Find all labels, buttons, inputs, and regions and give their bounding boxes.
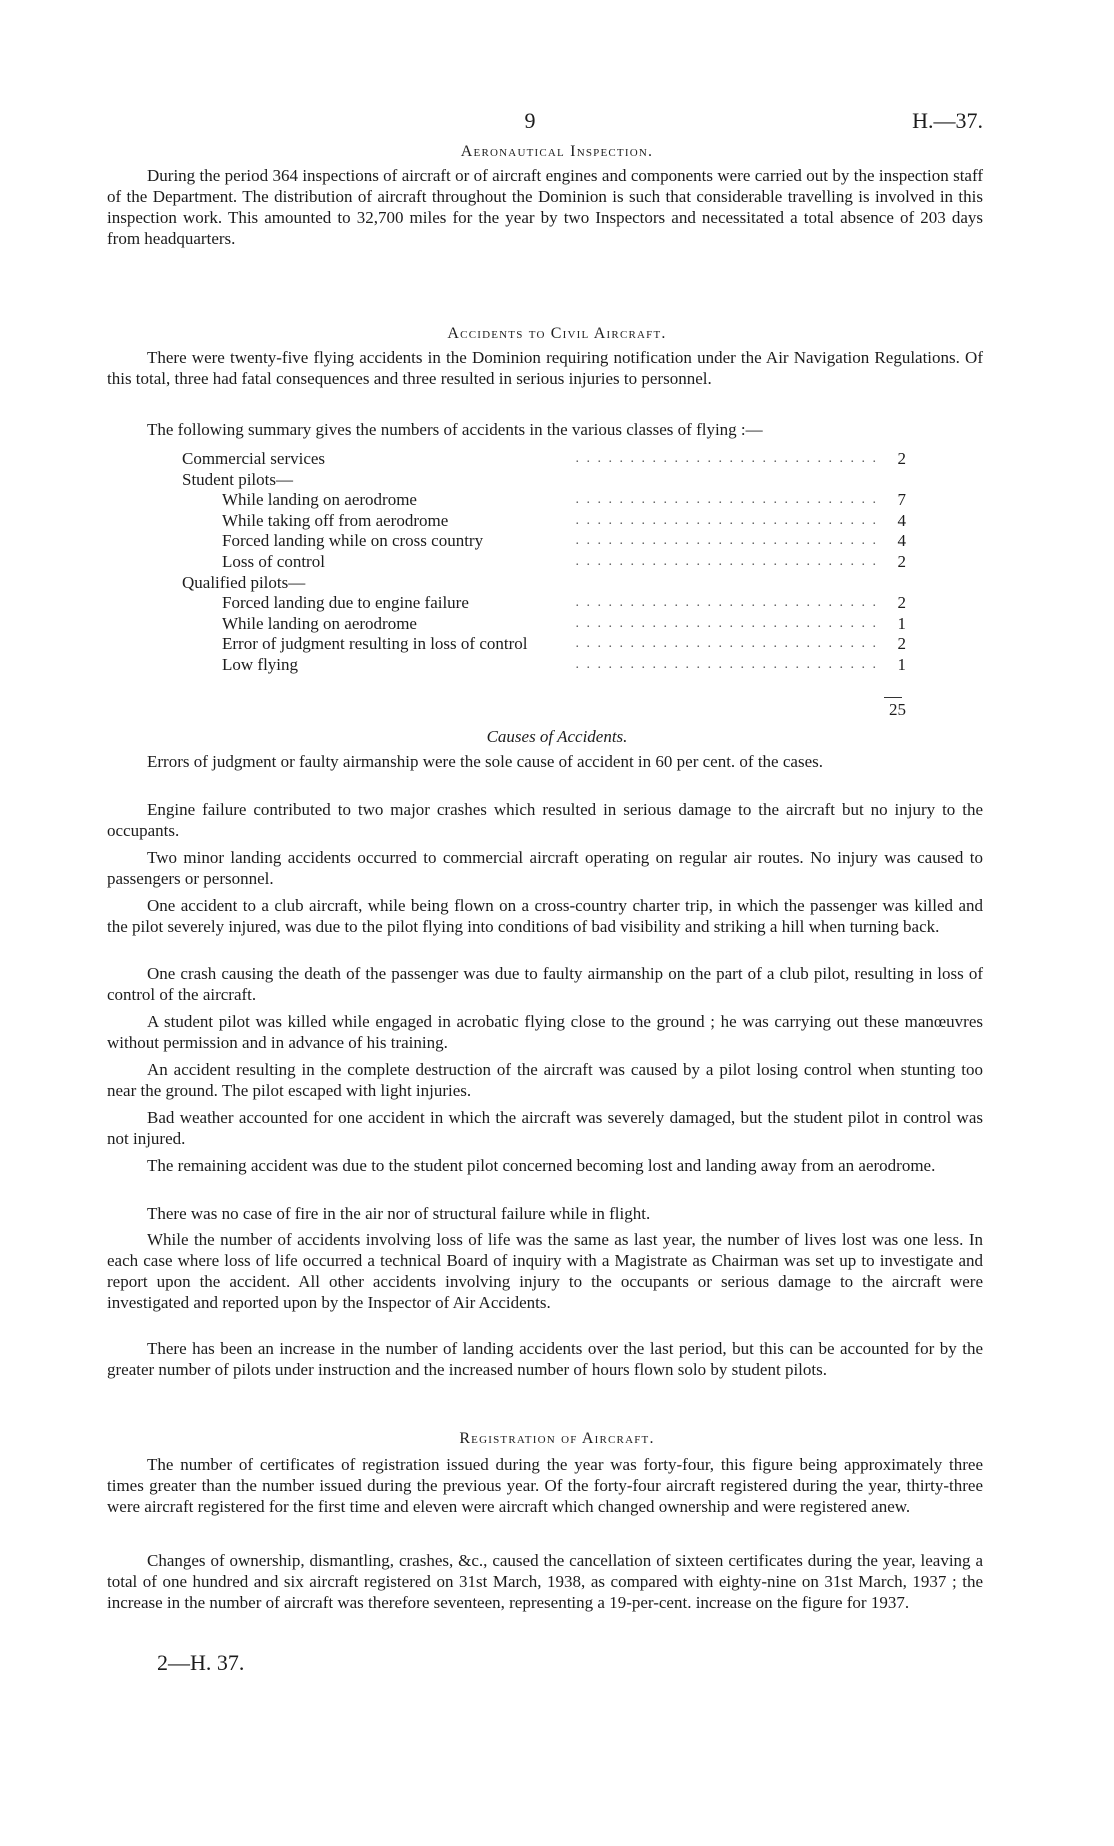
summary-row bbox=[182, 552, 906, 573]
section-heading-inspection: Aeronautical Inspection. bbox=[460, 143, 654, 160]
document-reference: H.—37. bbox=[912, 108, 983, 133]
registration-paragraph: Changes of ownership, dismantling, crashes, &c., caused the cancellation of sixteen certificates during the year, leaving a total of one hundred and six aircraft registered on 31st March, 1938, as compared with eighty-nine on 31st March, 1937 ; the increase in the number of aircraft was therefore seventeen, representing a 19-per-cent. increase on the figure for 1937. bbox=[107, 1551, 983, 1612]
qualified-pilots-heading: Qualified pilots— bbox=[182, 572, 306, 592]
summary-row-value: 1 bbox=[897, 654, 906, 674]
cause-paragraph: While the number of accidents involving loss of life was the same as last year, the number of lives lost was one less. In each case where loss of life occurred a technical Board of inquiry with a Magistrate as Chairman was set up to investigate and report upon the accident. All other accidents involving injury to the occupants or serious damage to the aircraft were investigated and reported upon by the Inspector of Air Accidents. bbox=[107, 1230, 983, 1312]
dot-leader: . . . . . . . . . . . . . . . . . . . . . . . . . . . . bbox=[575, 595, 878, 611]
summary-row-label: Commercial services bbox=[182, 449, 329, 468]
total-rule bbox=[884, 697, 902, 698]
dot-leader: . . . . . . . . . . . . . . . . . . . . . . . . . . . . bbox=[575, 512, 878, 528]
summary-row-value: 2 bbox=[897, 634, 906, 654]
dot-leader: . . . . . . . . . . . . . . . . . . . . . . . . . . . . bbox=[575, 451, 878, 466]
summary-group-heading bbox=[182, 573, 906, 594]
summary-total: 25 bbox=[889, 700, 906, 719]
student-pilots-heading: Student pilots— bbox=[182, 469, 293, 489]
summary-row-value: 4 bbox=[897, 531, 906, 551]
summary-row-value: 7 bbox=[897, 490, 906, 510]
summary-row-label: Error of judgment resulting in loss of control bbox=[222, 634, 531, 653]
cause-paragraph: One crash causing the death of the passenger was due to faulty airmanship on the part of a club pilot, resulting in loss of control of the aircraft. bbox=[107, 964, 983, 1004]
dot-leader: . . . . . . . . . . . . . . . . . . . . . . . . . . . . bbox=[575, 656, 878, 672]
summary-row bbox=[182, 449, 906, 470]
summary-row-label: Forced landing due to engine failure bbox=[222, 593, 473, 612]
summary-row-label: Loss of control bbox=[222, 552, 329, 571]
summary-row bbox=[182, 593, 906, 614]
cause-paragraph: Bad weather accounted for one accident in which the aircraft was severely damaged, but the student pilot in control was not injured. bbox=[107, 1108, 983, 1148]
cause-paragraph: Engine failure contributed to two major crashes which resulted in serious damage to the aircraft but no injury to the occupants. bbox=[107, 800, 983, 840]
summary-row bbox=[182, 634, 906, 655]
summary-row-value: 2 bbox=[897, 551, 906, 571]
summary-row bbox=[182, 531, 906, 552]
summary-row-label: While landing on aerodrome bbox=[222, 490, 421, 509]
cause-paragraph: An accident resulting in the complete destruction of the aircraft was caused by a pilot losing control when stunting too near the ground. The pilot escaped with light injuries. bbox=[107, 1060, 983, 1100]
summary-row-label: While taking off from aerodrome bbox=[222, 511, 452, 530]
accidents-intro-paragraph: There were twenty-five flying accidents in the Dominion requiring notification under the Air Navigation Regulations. Of this total, three had fatal consequences and three resulted in serious injuries to personnel. bbox=[107, 348, 983, 388]
cause-paragraph: There has been an increase in the number of landing accidents over the last period, but this can be accounted for by the greater number of pilots under instruction and the increased number of hours flown solo by student pilots. bbox=[107, 1339, 983, 1379]
accident-summary-table bbox=[182, 449, 906, 676]
summary-row-value: 2 bbox=[897, 593, 906, 613]
cause-paragraph: The remaining accident was due to the student pilot concerned becoming lost and landing away from an aerodrome. bbox=[147, 1156, 936, 1175]
inspection-paragraph: During the period 364 inspections of aircraft or of aircraft engines and components were carried out by the inspection staff of the Department. The distribution of aircraft throughout the Dominion is such that considerable travelling is involved in this inspection work. This amounted to 32,700 miles for the year by two Inspectors and necessitated a total absence of 203 days from headquarters. bbox=[107, 166, 983, 248]
cause-paragraph: There was no case of fire in the air nor of structural failure while in flight. bbox=[147, 1204, 651, 1223]
dot-leader: . . . . . . . . . . . . . . . . . . . . . . . . . . . . bbox=[575, 553, 878, 569]
summary-row-value: 4 bbox=[897, 510, 906, 530]
footer-signature: 2—H. 37. bbox=[157, 1650, 245, 1675]
summary-row bbox=[182, 511, 906, 532]
dot-leader: . . . . . . . . . . . . . . . . . . . . . . . . . . . . bbox=[575, 533, 878, 549]
section-heading-registration: Registration of Aircraft. bbox=[459, 1430, 655, 1447]
summary-row-label: Low flying bbox=[222, 655, 302, 674]
summary-row-value: 2 bbox=[897, 449, 906, 468]
summary-row bbox=[182, 490, 906, 511]
summary-row bbox=[182, 655, 906, 676]
summary-row-value: 1 bbox=[897, 613, 906, 633]
dot-leader: . . . . . . . . . . . . . . . . . . . . . . . . . . . . bbox=[575, 615, 878, 631]
cause-paragraph: One accident to a club aircraft, while being flown on a cross-country charter trip, in which the passenger was killed and the pilot severely injured, was due to the pilot flying into conditions of bad visibility and striking a hill when turning back. bbox=[107, 896, 983, 936]
dot-leader: . . . . . . . . . . . . . . . . . . . . . . . . . . . . bbox=[575, 636, 878, 652]
summary-group-heading bbox=[182, 470, 906, 491]
cause-paragraph: Errors of judgment or faulty airmanship were the sole cause of accident in 60 per cent. of the cases. bbox=[147, 752, 823, 771]
section-heading-accidents: Accidents to Civil Aircraft. bbox=[447, 325, 667, 342]
causes-heading: Causes of Accidents. bbox=[486, 727, 628, 746]
dot-leader: . . . . . . . . . . . . . . . . . . . . . . . . . . . . bbox=[575, 492, 878, 508]
registration-paragraph: The number of certificates of registration issued during the year was forty-four, this figure being approximately three times greater than the number issued during the previous year. Of the forty-four aircraft registered during the year, thirty-three were aircraft registered for the first time and eleven were aircraft which changed ownership and were registered anew. bbox=[107, 1455, 983, 1516]
cause-paragraph: Two minor landing accidents occurred to commercial aircraft operating on regular air routes. No injury was caused to passengers or personnel. bbox=[107, 848, 983, 888]
summary-intro-paragraph: The following summary gives the numbers of accidents in the various classes of flying :— bbox=[147, 420, 763, 439]
summary-row-label: While landing on aerodrome bbox=[222, 614, 421, 633]
page-number: 9 bbox=[524, 108, 536, 133]
summary-row-label: Forced landing while on cross country bbox=[222, 531, 487, 550]
cause-paragraph: A student pilot was killed while engaged in acrobatic flying close to the ground ; he was carrying out these manœuvres without permission and in advance of his training. bbox=[107, 1012, 983, 1052]
summary-row bbox=[182, 614, 906, 635]
